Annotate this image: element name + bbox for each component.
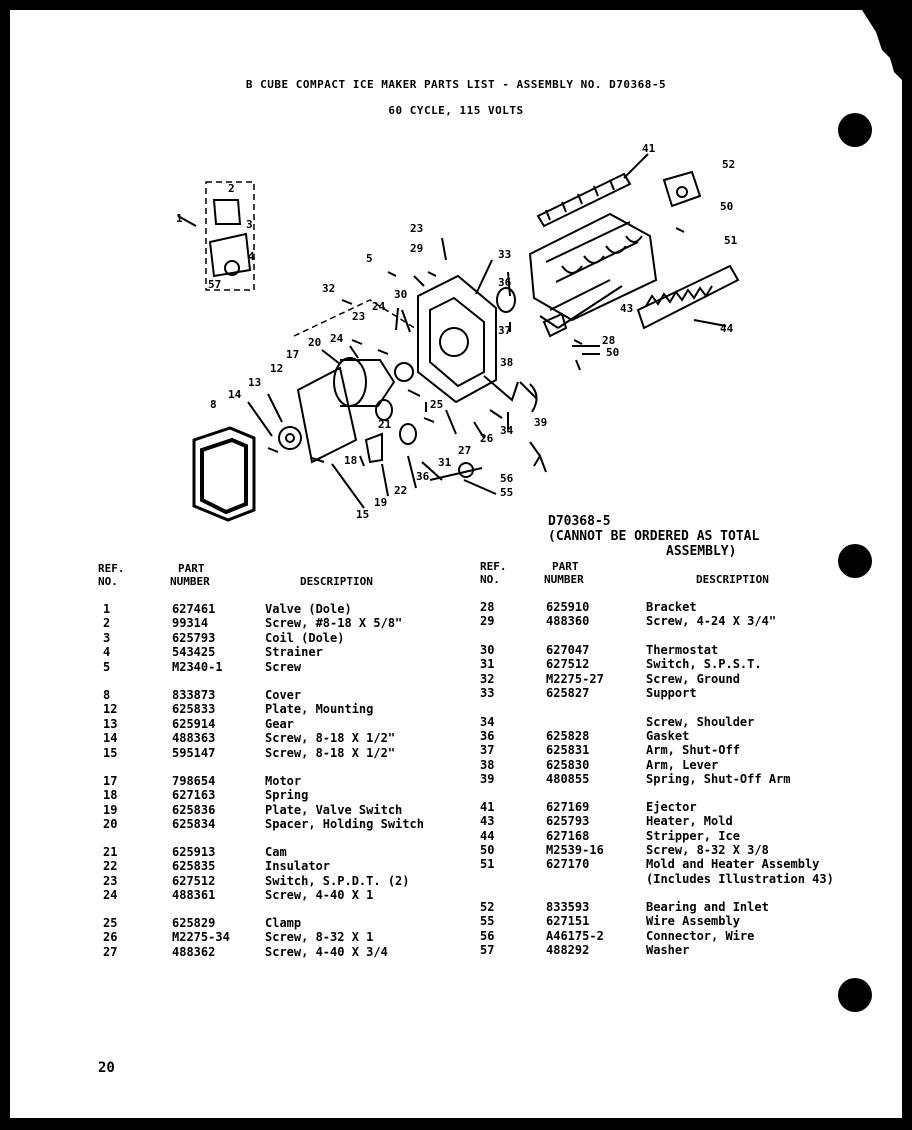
ref-no: 38 xyxy=(480,758,495,772)
svg-text:21: 21 xyxy=(378,418,392,431)
part-number-header-left: PART NUMBER xyxy=(170,562,210,588)
svg-text:55: 55 xyxy=(500,486,514,499)
description: Cover xyxy=(265,688,302,702)
document-page xyxy=(10,10,902,1118)
description: Gear xyxy=(265,717,294,731)
ref-no: 32 xyxy=(480,672,495,686)
svg-text:24: 24 xyxy=(330,332,344,345)
svg-text:36: 36 xyxy=(416,470,430,483)
ref-no: 19 xyxy=(103,803,118,817)
ref-no: 44 xyxy=(480,829,495,843)
ref-no-header-right: REF. NO. xyxy=(480,560,507,586)
description: Screw, 4-40 X 1 xyxy=(265,888,374,902)
ref-no: 18 xyxy=(103,788,118,802)
description: Screw, #8-18 X 5/8" xyxy=(265,616,403,630)
svg-text:41: 41 xyxy=(642,142,656,155)
svg-text:51: 51 xyxy=(724,234,738,247)
ref-no: 39 xyxy=(480,772,495,786)
ref-no: 22 xyxy=(103,859,118,873)
ref-no: 13 xyxy=(103,717,118,731)
part-number: 488360 xyxy=(546,614,590,628)
description: Thermostat xyxy=(646,643,719,657)
ref-no: 8 xyxy=(103,688,111,702)
ref-no: 20 xyxy=(103,817,118,831)
ref-no: 31 xyxy=(480,657,495,671)
svg-text:8: 8 xyxy=(210,398,217,411)
part-number: 627047 xyxy=(546,643,590,657)
ref-no: 41 xyxy=(480,800,495,814)
svg-text:14: 14 xyxy=(228,388,242,401)
ref-no: 55 xyxy=(480,914,495,928)
ref-no: 43 xyxy=(480,814,495,828)
svg-text:43: 43 xyxy=(620,302,634,315)
description: Motor xyxy=(265,774,302,788)
part-number: 627169 xyxy=(546,800,590,814)
svg-text:23: 23 xyxy=(410,222,424,235)
part-number: 627168 xyxy=(546,829,590,843)
ref-no: 15 xyxy=(103,746,118,760)
description: Mold and Heater Assembly xyxy=(646,857,820,871)
part-number: 798654 xyxy=(172,774,216,788)
svg-text:22: 22 xyxy=(394,484,408,497)
description: Screw, 8-18 X 1/2" xyxy=(265,731,396,745)
svg-text:27: 27 xyxy=(458,444,472,457)
description: Screw, Ground xyxy=(646,672,740,686)
description: Screw, 4-24 X 3/4" xyxy=(646,614,777,628)
description: Screw, 4-40 X 3/4 xyxy=(265,945,388,959)
svg-text:17: 17 xyxy=(286,348,300,361)
description: Switch, S.P.D.T. (2) xyxy=(265,874,410,888)
ref-no: 4 xyxy=(103,645,111,659)
part-number: 625831 xyxy=(546,743,590,757)
svg-text:4: 4 xyxy=(248,250,255,263)
ref-no: 30 xyxy=(480,643,495,657)
ref-no: 52 xyxy=(480,900,495,914)
svg-text:2: 2 xyxy=(228,182,235,195)
part-number: 627151 xyxy=(546,914,590,928)
description: Bracket xyxy=(646,600,697,614)
part-number: 625914 xyxy=(172,717,216,731)
description: Screw, 8-32 X 1 xyxy=(265,930,374,944)
part-number: 627512 xyxy=(172,874,216,888)
ref-no: 56 xyxy=(480,929,495,943)
part-number: 627170 xyxy=(546,857,590,871)
description: Spring xyxy=(265,788,309,802)
description: Washer xyxy=(646,943,690,957)
svg-text:33: 33 xyxy=(498,248,512,261)
svg-text:24: 24 xyxy=(372,300,386,313)
description: Arm, Shut-Off xyxy=(646,743,740,757)
part-number: 488292 xyxy=(546,943,590,957)
description: Stripper, Ice xyxy=(646,829,740,843)
part-number: 627512 xyxy=(546,657,590,671)
description: Valve (Dole) xyxy=(265,602,352,616)
svg-text:56: 56 xyxy=(500,472,514,485)
ref-no: 36 xyxy=(480,729,495,743)
description: Spacer, Holding Switch xyxy=(265,817,424,831)
description: Bearing and Inlet xyxy=(646,900,769,914)
description: Support xyxy=(646,686,697,700)
binder-hole-middle xyxy=(838,544,872,578)
part-number: 833593 xyxy=(546,900,590,914)
ref-no: 1 xyxy=(103,602,111,616)
ref-no: 23 xyxy=(103,874,118,888)
part-number: M2539-16 xyxy=(546,843,604,857)
svg-text:5: 5 xyxy=(366,252,373,265)
ref-no-header-left: REF. NO. xyxy=(98,562,125,588)
part-number: 625833 xyxy=(172,702,216,716)
svg-text:20: 20 xyxy=(308,336,322,349)
ref-no: 26 xyxy=(103,930,118,944)
ref-no: 14 xyxy=(103,731,118,745)
binder-hole-bottom xyxy=(838,978,872,1012)
ref-no: 57 xyxy=(480,943,495,957)
part-number: 488363 xyxy=(172,731,216,745)
svg-text:44: 44 xyxy=(720,322,734,335)
description: Switch, S.P.S.T. xyxy=(646,657,762,671)
ref-no: 27 xyxy=(103,945,118,959)
svg-text:26: 26 xyxy=(480,432,494,445)
part-number: 625835 xyxy=(172,859,216,873)
ref-no: 37 xyxy=(480,743,495,757)
svg-text:15: 15 xyxy=(356,508,370,521)
description: Screw, Shoulder xyxy=(646,715,755,729)
page-title: B CUBE COMPACT ICE MAKER PARTS LIST - ASSEMBLY NO. D70368-5 xyxy=(245,78,667,91)
description: Plate, Mounting xyxy=(265,702,374,716)
ref-no: 34 xyxy=(480,715,495,729)
svg-text:50: 50 xyxy=(606,346,620,359)
svg-text:29: 29 xyxy=(410,242,424,255)
svg-text:37: 37 xyxy=(498,324,512,337)
description: Connector, Wire xyxy=(646,929,755,943)
svg-text:28: 28 xyxy=(602,334,616,347)
ref-no: 29 xyxy=(480,614,495,628)
part-number: 625793 xyxy=(546,814,590,828)
part-number: 543425 xyxy=(172,645,216,659)
description: Heater, Mold xyxy=(646,814,733,828)
description: Screw xyxy=(265,660,302,674)
svg-text:3: 3 xyxy=(246,218,253,231)
part-number: 488361 xyxy=(172,888,216,902)
svg-text:30: 30 xyxy=(394,288,408,301)
svg-text:31: 31 xyxy=(438,456,452,469)
svg-text:13: 13 xyxy=(248,376,262,389)
svg-text:50: 50 xyxy=(720,200,734,213)
ref-no: 33 xyxy=(480,686,495,700)
description: Strainer xyxy=(265,645,323,659)
description: Cam xyxy=(265,845,287,859)
page-subtitle: 60 CYCLE, 115 VOLTS xyxy=(388,104,524,117)
description: Insulator xyxy=(265,859,331,873)
part-number: 625913 xyxy=(172,845,216,859)
svg-text:1: 1 xyxy=(176,212,183,225)
description: Gasket xyxy=(646,729,690,743)
part-number: M2275-34 xyxy=(172,930,230,944)
part-number: M2340-1 xyxy=(172,660,223,674)
exploded-parts-diagram xyxy=(10,10,902,530)
ref-no: 2 xyxy=(103,616,111,630)
svg-text:32: 32 xyxy=(322,282,336,295)
svg-text:19: 19 xyxy=(374,496,388,509)
svg-text:38: 38 xyxy=(500,356,514,369)
ref-no: 28 xyxy=(480,600,495,614)
part-number: 595147 xyxy=(172,746,216,760)
svg-text:25: 25 xyxy=(430,398,444,411)
part-number: 833873 xyxy=(172,688,216,702)
description: Wire Assembly xyxy=(646,914,740,928)
description: Screw, 8-32 X 3/8 xyxy=(646,843,769,857)
description-header-left: DESCRIPTION xyxy=(300,575,373,588)
description: Ejector xyxy=(646,800,697,814)
ref-no: 21 xyxy=(103,845,118,859)
part-number: 625910 xyxy=(546,600,590,614)
part-number: 488362 xyxy=(172,945,216,959)
part-number: 627163 xyxy=(172,788,216,802)
part-number: 99314 xyxy=(172,616,209,630)
ref-no: 12 xyxy=(103,702,118,716)
ref-no: 3 xyxy=(103,631,111,645)
part-number: 625830 xyxy=(546,758,590,772)
description-header-right: DESCRIPTION xyxy=(696,573,769,586)
ref-no: 24 xyxy=(103,888,118,902)
svg-text:52: 52 xyxy=(722,158,736,171)
description: Plate, Valve Switch xyxy=(265,803,403,817)
svg-text:57: 57 xyxy=(208,278,222,291)
ref-no: 25 xyxy=(103,916,118,930)
description: Spring, Shut-Off Arm xyxy=(646,772,791,786)
part-number: 625827 xyxy=(546,686,590,700)
description: Coil (Dole) xyxy=(265,631,345,645)
description: Screw, 8-18 X 1/2" xyxy=(265,746,396,760)
svg-text:36: 36 xyxy=(498,276,512,289)
description: Arm, Lever xyxy=(646,758,719,772)
part-number: 625834 xyxy=(172,817,216,831)
assembly-number-note: D70368-5 (CANNOT BE ORDERED AS TOTAL ASSEMBLY) xyxy=(548,514,760,559)
svg-text:12: 12 xyxy=(270,362,284,375)
description: Clamp xyxy=(265,916,302,930)
ref-no: 51 xyxy=(480,857,495,871)
part-number: M2275-27 xyxy=(546,672,604,686)
ref-no: 17 xyxy=(103,774,118,788)
part-number: 625828 xyxy=(546,729,590,743)
svg-text:39: 39 xyxy=(534,416,548,429)
svg-text:23: 23 xyxy=(352,310,366,323)
part-number: 480855 xyxy=(546,772,590,786)
svg-text:34: 34 xyxy=(500,424,514,437)
part-number-header-right: PART NUMBER xyxy=(544,560,584,586)
page-number: 20 xyxy=(98,1060,115,1076)
part-number: 625829 xyxy=(172,916,216,930)
part-number: 625793 xyxy=(172,631,216,645)
ref-no: 50 xyxy=(480,843,495,857)
part-number: A46175-2 xyxy=(546,929,604,943)
description: (Includes Illustration 43) xyxy=(646,872,834,886)
svg-text:18: 18 xyxy=(344,454,358,467)
part-number: 625836 xyxy=(172,803,216,817)
part-number: 627461 xyxy=(172,602,216,616)
ref-no: 5 xyxy=(103,660,111,674)
